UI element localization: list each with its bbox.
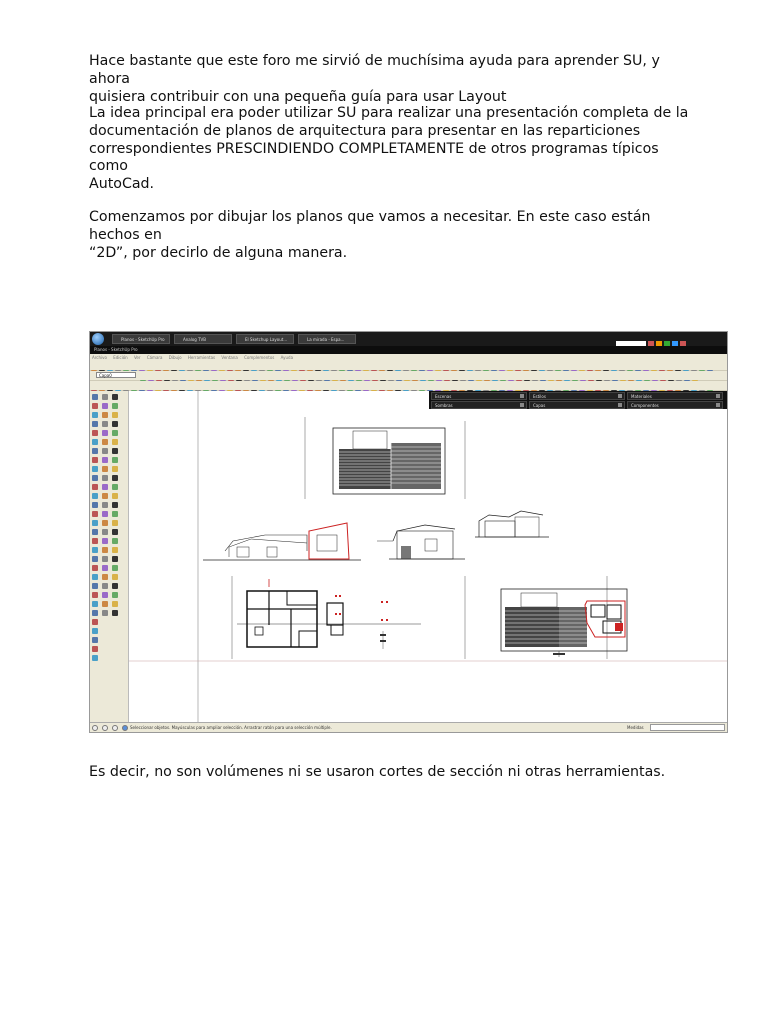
drawing-canvas[interactable] <box>129 391 727 722</box>
tool-icon[interactable] <box>102 538 108 544</box>
tool-icon[interactable] <box>92 619 98 625</box>
tool-icon[interactable] <box>112 547 118 553</box>
tool-icon[interactable] <box>92 538 98 544</box>
taskbar-item-layout[interactable]: El Sketchup Layout... <box>236 334 294 344</box>
tool-icon[interactable] <box>92 646 98 652</box>
tool-icon[interactable] <box>92 637 98 643</box>
tool-icon[interactable] <box>102 466 108 472</box>
section-left <box>203 523 361 560</box>
tool-icon[interactable] <box>92 484 98 490</box>
left-tool-palette <box>90 391 129 722</box>
tool-icon[interactable] <box>102 475 108 481</box>
layer-select[interactable]: Capa0 <box>96 372 136 378</box>
menu-camara[interactable]: Cámara <box>146 355 163 360</box>
window-title: Planos - SketchUp Pro <box>90 346 727 354</box>
tool-icon[interactable] <box>112 574 118 580</box>
tool-icon[interactable] <box>102 601 108 607</box>
menu-herramientas[interactable]: Herramientas <box>187 355 216 360</box>
tool-icon[interactable] <box>92 655 98 661</box>
tool-icon[interactable] <box>92 583 98 589</box>
tool-icon[interactable] <box>112 565 118 571</box>
elevation-right <box>501 589 627 657</box>
tool-icon[interactable] <box>102 448 108 454</box>
tool-icon[interactable] <box>92 421 98 427</box>
tray-escenas[interactable]: Escenas <box>431 392 527 400</box>
tool-icon[interactable] <box>112 412 118 418</box>
tool-icon[interactable] <box>92 592 98 598</box>
tool-icon[interactable] <box>102 403 108 409</box>
tray-capas[interactable]: Capas <box>529 401 625 409</box>
tool-icon[interactable] <box>102 511 108 517</box>
tool-icon[interactable] <box>92 556 98 562</box>
sketchup-screenshot <box>89 331 728 733</box>
section-right <box>475 511 549 537</box>
menu-archivo[interactable]: Archivo <box>92 355 107 360</box>
menu-ayuda[interactable]: Ayuda <box>280 355 294 360</box>
menu-ventana[interactable]: Ventana <box>221 355 238 360</box>
tool-icon[interactable] <box>112 610 118 616</box>
tool-icon[interactable] <box>102 430 108 436</box>
tool-icon[interactable] <box>102 502 108 508</box>
closing-paragraph: Es decir, no son volúmenes ni se usaron cortes de sección ni otras herramientas. <box>89 764 666 780</box>
tool-icon[interactable] <box>102 439 108 445</box>
tool-icon[interactable] <box>92 610 98 616</box>
taskbar-item-analog[interactable]: Analog TVB <box>174 334 232 344</box>
tool-icon[interactable] <box>112 502 118 508</box>
measurements-label: Medidas <box>627 725 644 730</box>
tool-icon[interactable] <box>102 574 108 580</box>
toolbar-row-1 <box>90 361 727 371</box>
tool-icon[interactable] <box>112 538 118 544</box>
tool-icon[interactable] <box>92 466 98 472</box>
tray-materiales[interactable]: Materiales <box>627 392 723 400</box>
measurements-input[interactable] <box>650 724 725 731</box>
credits-icon[interactable] <box>102 725 108 731</box>
tool-icon[interactable] <box>112 439 118 445</box>
tool-icon[interactable] <box>102 484 108 490</box>
geolocation-icon[interactable] <box>92 725 98 731</box>
tool-icon[interactable] <box>112 601 118 607</box>
status-text: Seleccionar objetos. Mayúsculas para ampliar selección. Arrastrar ratón para una selección múltiple. <box>130 725 332 730</box>
idea-paragraph: La idea principal era poder utilizar SU para realizar una presentación completa de la documentación de planos de arquitectura para presentar en las reparticiones correspondientes PRESCINDIENDO COMPLETAMENTE de otros programas típicos como AutoCad. <box>89 105 689 193</box>
drawing-paragraph: Comenzamos por dibujar los planos que vamos a necesitar. En este caso están hechos en “2D”, por decirlo de alguna manera. <box>89 209 651 261</box>
intro-paragraph: Hace bastante que este foro me sirvió de muchísima ayuda para aprender SU, y ahora quisiera contribuir con una pequeña guía para usar Layout <box>89 53 660 105</box>
tool-icon[interactable] <box>92 457 98 463</box>
tool-icon[interactable] <box>102 421 108 427</box>
tool-icon[interactable] <box>102 583 108 589</box>
tool-icon[interactable] <box>102 565 108 571</box>
tool-icon[interactable] <box>92 403 98 409</box>
tool-icon[interactable] <box>112 493 118 499</box>
tray-estilos[interactable]: Estilos <box>529 392 625 400</box>
tool-icon[interactable] <box>112 466 118 472</box>
elevation-middle <box>377 525 465 559</box>
tool-icon[interactable] <box>92 565 98 571</box>
tool-icon[interactable] <box>92 502 98 508</box>
tool-icon[interactable] <box>92 394 98 400</box>
tool-icon[interactable] <box>112 592 118 598</box>
tool-icon[interactable] <box>102 529 108 535</box>
toolbar-row-2 <box>90 371 727 381</box>
start-orb-icon[interactable] <box>92 333 104 345</box>
tool-icon[interactable] <box>112 475 118 481</box>
tool-icon[interactable] <box>112 430 118 436</box>
tool-icon[interactable] <box>112 403 118 409</box>
tool-icon[interactable] <box>102 556 108 562</box>
tool-icon[interactable] <box>112 511 118 517</box>
tool-icon[interactable] <box>102 547 108 553</box>
tool-icon[interactable] <box>112 484 118 490</box>
system-tray <box>615 334 725 344</box>
tool-icon[interactable] <box>92 511 98 517</box>
tool-icon[interactable] <box>102 493 108 499</box>
toolbar-row-3 <box>90 381 727 391</box>
tool-icon[interactable] <box>112 448 118 454</box>
tray-sombras[interactable]: Sombras <box>431 401 527 409</box>
tool-icon[interactable] <box>92 448 98 454</box>
tool-icon[interactable] <box>92 520 98 526</box>
tool-icon[interactable] <box>92 412 98 418</box>
tool-icon[interactable] <box>102 394 108 400</box>
tray-panels <box>429 391 727 409</box>
menu-dibujo[interactable]: Dibujo <box>168 355 182 360</box>
elevation-top <box>333 428 445 494</box>
taskbar-item-mirada[interactable]: La mirada - Espa... <box>298 334 356 344</box>
tool-icon[interactable] <box>102 610 108 616</box>
tool-icon[interactable] <box>102 520 108 526</box>
tool-icon[interactable] <box>112 529 118 535</box>
tool-icon[interactable] <box>112 394 118 400</box>
tool-icon[interactable] <box>112 556 118 562</box>
tool-icon[interactable] <box>102 457 108 463</box>
tool-icon[interactable] <box>92 529 98 535</box>
tool-icon[interactable] <box>92 439 98 445</box>
status-bar <box>90 722 727 733</box>
taskbar-item-sketchup[interactable]: Planos - SketchUp Pro <box>112 334 170 344</box>
tool-icon[interactable] <box>92 601 98 607</box>
menu-edicion[interactable]: Edición <box>113 355 128 360</box>
floor-plan <box>247 579 388 649</box>
help-icon[interactable] <box>122 725 128 731</box>
floor-plan-drawings <box>129 391 727 722</box>
tool-icon[interactable] <box>92 574 98 580</box>
tool-icon[interactable] <box>112 457 118 463</box>
tool-icon[interactable] <box>92 547 98 553</box>
windows-taskbar <box>90 332 727 346</box>
tool-icon[interactable] <box>112 583 118 589</box>
tool-icon[interactable] <box>92 475 98 481</box>
tool-icon[interactable] <box>112 421 118 427</box>
tool-icon[interactable] <box>102 412 108 418</box>
tool-icon[interactable] <box>112 520 118 526</box>
user-icon[interactable] <box>112 725 118 731</box>
tool-icon[interactable] <box>92 430 98 436</box>
tray-componentes[interactable]: Componentes <box>627 401 723 409</box>
tool-icon[interactable] <box>92 493 98 499</box>
tool-icon[interactable] <box>102 592 108 598</box>
menu-ver[interactable]: Ver <box>134 355 141 360</box>
menu-complementos[interactable]: Complementos <box>244 355 275 360</box>
menu-bar <box>90 354 727 361</box>
tool-icon[interactable] <box>92 628 98 634</box>
